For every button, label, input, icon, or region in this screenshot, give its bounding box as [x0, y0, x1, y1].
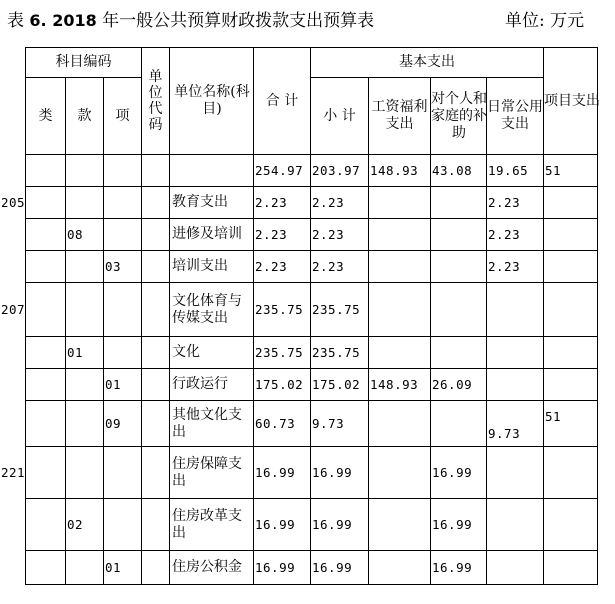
public-cell	[487, 369, 544, 401]
title-number: 6. 2018	[29, 11, 97, 30]
header-row-2	[26, 78, 598, 155]
public-cell: 2.23	[487, 187, 544, 219]
total-cell: 2.23	[254, 219, 311, 251]
header-basic: 基本支出	[311, 48, 544, 78]
header-subject-code: 科目编码	[26, 48, 142, 78]
table-row	[26, 337, 598, 369]
xiang-cell	[104, 187, 142, 219]
xiang-cell: 01	[104, 369, 142, 401]
subtotal-cell: 2.23	[311, 251, 369, 283]
header-subtotal: 小 计	[311, 78, 369, 155]
project-cell	[544, 551, 598, 585]
header-total: 合 计	[254, 48, 311, 155]
total-cell: 235.75	[254, 283, 311, 337]
header-lei: 类	[26, 78, 66, 155]
public-cell	[487, 499, 544, 551]
salary-cell	[369, 499, 431, 551]
kuan-cell	[66, 447, 104, 499]
public-cell: 19.65	[487, 155, 544, 187]
personal-cell: 16.99	[431, 499, 487, 551]
unit-code-cell	[142, 187, 170, 219]
personal-cell	[431, 187, 487, 219]
unit-code-cell	[142, 283, 170, 337]
lei-cell	[26, 551, 66, 585]
total-cell: 60.73	[254, 401, 311, 447]
unit-code-cell	[142, 219, 170, 251]
project-cell: 51	[544, 155, 598, 187]
public-cell: 2.23	[487, 251, 544, 283]
salary-cell	[369, 283, 431, 337]
salary-cell	[369, 551, 431, 585]
xiang-cell	[104, 155, 142, 187]
lei-cell	[26, 219, 66, 251]
subtotal-cell: 203.97	[311, 155, 369, 187]
unit-name-cell: 培训支出	[170, 251, 254, 283]
personal-cell	[431, 401, 487, 447]
kuan-cell: 01	[66, 337, 104, 369]
unit-name-cell: 其他文化支出	[170, 401, 254, 447]
subtotal-cell: 9.73	[311, 401, 369, 447]
header-personal	[431, 78, 487, 155]
kuan-cell	[66, 155, 104, 187]
total-cell: 175.02	[254, 369, 311, 401]
kuan-cell: 08	[66, 219, 104, 251]
subtotal-cell: 16.99	[311, 499, 369, 551]
table-row	[26, 251, 598, 283]
unit-name-cell: 文化体育与传媒支出	[170, 283, 254, 337]
public-cell	[487, 551, 544, 585]
xiang-cell: 09	[104, 401, 142, 447]
project-cell	[544, 369, 598, 401]
header-row-1	[26, 48, 598, 78]
header-unit-code	[142, 48, 170, 155]
total-cell: 2.23	[254, 187, 311, 219]
unit-name-cell: 文化	[170, 337, 254, 369]
total-cell: 235.75	[254, 337, 311, 369]
public-cell: 2.23	[487, 219, 544, 251]
table-row	[26, 283, 598, 337]
public-cell	[487, 283, 544, 337]
table-row	[26, 551, 598, 585]
total-cell: 16.99	[254, 551, 311, 585]
salary-cell	[369, 337, 431, 369]
unit-name-cell: 住房改革支出	[170, 499, 254, 551]
project-cell	[544, 219, 598, 251]
header-salary	[369, 78, 431, 155]
unit-name-cell: 进修及培训	[170, 219, 254, 251]
project-cell: 51	[544, 401, 598, 447]
header-salary-text: 工资福利支出	[371, 99, 428, 132]
unit-code-cell	[142, 337, 170, 369]
header-project-text: 项目支出	[544, 92, 600, 109]
subtotal-cell: 235.75	[311, 283, 369, 337]
table-row	[26, 499, 598, 551]
lei-cell	[26, 155, 66, 187]
table-body	[1, 48, 600, 585]
salary-cell	[369, 187, 431, 219]
salary-cell	[369, 401, 431, 447]
unit-name-cell: 行政运行	[170, 369, 254, 401]
title-suffix: 年一般公共预算财政拨款支出预算表	[96, 11, 375, 31]
subtotal-cell: 235.75	[311, 337, 369, 369]
kuan-cell	[66, 369, 104, 401]
unit-code-cell	[142, 369, 170, 401]
lei-cell: 221	[26, 447, 66, 499]
table-row	[26, 187, 598, 219]
personal-cell	[431, 219, 487, 251]
kuan-cell	[66, 187, 104, 219]
unit-code-cell	[142, 251, 170, 283]
table-row	[26, 401, 598, 447]
xiang-cell	[104, 499, 142, 551]
lei-cell: 207	[26, 283, 66, 337]
header-kuan: 款	[66, 78, 104, 155]
header-project	[544, 48, 598, 155]
project-cell	[544, 447, 598, 499]
xiang-cell	[104, 219, 142, 251]
kuan-cell	[66, 283, 104, 337]
budget-table	[1, 47, 600, 585]
total-cell: 254.97	[254, 155, 311, 187]
kuan-cell	[66, 551, 104, 585]
header-unit-name-text: 单位名称(科目)	[174, 84, 250, 117]
subtotal-cell: 16.99	[311, 551, 369, 585]
table-row	[26, 369, 598, 401]
xiang-cell: 03	[104, 251, 142, 283]
header-public-text: 日常公用支出	[487, 99, 543, 132]
total-cell: 16.99	[254, 499, 311, 551]
personal-cell	[431, 337, 487, 369]
table-row	[26, 447, 598, 499]
table-row	[26, 155, 598, 187]
project-cell	[544, 187, 598, 219]
unit-label: 单位: 万元	[505, 11, 585, 31]
kuan-cell	[66, 251, 104, 283]
salary-cell	[369, 219, 431, 251]
header-personal-text: 对个人和家庭的补助	[431, 90, 487, 141]
table-title	[7, 6, 374, 31]
header-xiang: 项	[104, 78, 142, 155]
salary-cell	[369, 251, 431, 283]
title-prefix: 表	[7, 11, 30, 31]
lei-cell	[26, 401, 66, 447]
header-unit-code-text: 单位代码	[148, 69, 163, 133]
unit-code-cell	[142, 551, 170, 585]
header-unit-name	[170, 48, 254, 155]
subtotal-cell: 175.02	[311, 369, 369, 401]
project-cell	[544, 283, 598, 337]
personal-cell	[431, 251, 487, 283]
project-cell	[544, 337, 598, 369]
salary-cell: 148.93	[369, 369, 431, 401]
header-public	[487, 78, 544, 155]
xiang-cell	[104, 447, 142, 499]
unit-code-cell	[142, 401, 170, 447]
unit-name-cell: 住房保障支出	[170, 447, 254, 499]
public-cell	[487, 337, 544, 369]
xiang-cell	[104, 337, 142, 369]
unit-name-cell: 教育支出	[170, 187, 254, 219]
lei-cell	[26, 499, 66, 551]
unit-code-cell	[142, 447, 170, 499]
personal-cell: 26.09	[431, 369, 487, 401]
lei-cell	[26, 337, 66, 369]
subtotal-cell: 16.99	[311, 447, 369, 499]
public-cell	[487, 447, 544, 499]
unit-code-cell	[142, 155, 170, 187]
lei-cell	[26, 369, 66, 401]
unit-name-cell: 住房公积金	[170, 551, 254, 585]
project-cell	[544, 251, 598, 283]
kuan-cell: 02	[66, 499, 104, 551]
total-cell: 16.99	[254, 447, 311, 499]
project-cell	[544, 499, 598, 551]
xiang-cell: 01	[104, 551, 142, 585]
personal-cell: 16.99	[431, 447, 487, 499]
table-row	[26, 219, 598, 251]
public-cell: 9.73	[487, 401, 544, 447]
total-cell: 2.23	[254, 251, 311, 283]
personal-cell	[431, 283, 487, 337]
lei-cell: 205	[26, 187, 66, 219]
personal-cell: 16.99	[431, 551, 487, 585]
subtotal-cell: 2.23	[311, 219, 369, 251]
kuan-cell	[66, 401, 104, 447]
unit-name-cell	[170, 155, 254, 187]
subtotal-cell: 2.23	[311, 187, 369, 219]
personal-cell: 43.08	[431, 155, 487, 187]
xiang-cell	[104, 283, 142, 337]
salary-cell: 148.93	[369, 155, 431, 187]
unit-code-cell	[142, 499, 170, 551]
lei-cell	[26, 251, 66, 283]
salary-cell	[369, 447, 431, 499]
